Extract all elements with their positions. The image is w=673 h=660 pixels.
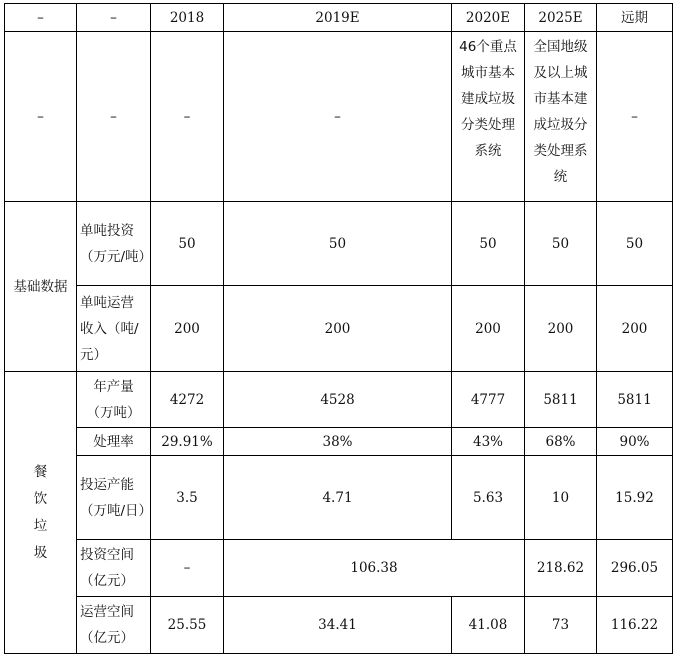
value-cell: 50 bbox=[525, 202, 597, 286]
value-cell: 5811 bbox=[597, 372, 673, 428]
value-cell: 41.08 bbox=[452, 597, 525, 654]
investment-space-row bbox=[5, 540, 673, 597]
data-table bbox=[4, 3, 673, 654]
value-cell: 200 bbox=[597, 286, 673, 372]
group-label-food-waste: 餐饮垃圾 bbox=[5, 372, 77, 654]
row-label: 投资空间（亿元） bbox=[77, 540, 151, 597]
row-label: 运营空间（亿元） bbox=[77, 597, 151, 654]
value-cell: 3.5 bbox=[151, 456, 224, 540]
goal-cell: – bbox=[77, 32, 151, 202]
value-cell: 43% bbox=[452, 428, 525, 456]
goal-cell: – bbox=[151, 32, 224, 202]
goal-cell: 46个重点城市基本建成垃圾分类处理系统 bbox=[452, 32, 525, 202]
value-cell: 50 bbox=[452, 202, 525, 286]
value-cell: 200 bbox=[525, 286, 597, 372]
value-cell: 34.41 bbox=[224, 597, 452, 654]
value-cell: 50 bbox=[597, 202, 673, 286]
row-label: 年产量（万吨） bbox=[77, 372, 151, 428]
treatment-rate-row bbox=[5, 428, 673, 456]
value-cell: 200 bbox=[151, 286, 224, 372]
row-label: 处理率 bbox=[77, 428, 151, 456]
header-row bbox=[5, 4, 673, 32]
value-cell: 73 bbox=[525, 597, 597, 654]
value-cell: 29.91% bbox=[151, 428, 224, 456]
value-cell: 4777 bbox=[452, 372, 525, 428]
value-cell: 5.63 bbox=[452, 456, 525, 540]
goal-cell: 全国地级及以上城市基本建成垃圾分类处理系统 bbox=[525, 32, 597, 202]
header-cell: – bbox=[5, 4, 77, 32]
value-cell: 116.22 bbox=[597, 597, 673, 654]
unit-investment-row bbox=[5, 202, 673, 286]
value-cell: 5811 bbox=[525, 372, 597, 428]
goal-cell: – bbox=[5, 32, 77, 202]
header-cell: 2025E bbox=[525, 4, 597, 32]
value-cell: 15.92 bbox=[597, 456, 673, 540]
header-cell: 2018 bbox=[151, 4, 224, 32]
value-cell: 68% bbox=[525, 428, 597, 456]
header-cell: 2020E bbox=[452, 4, 525, 32]
value-cell: 218.62 bbox=[525, 540, 597, 597]
value-cell: 10 bbox=[525, 456, 597, 540]
value-cell: 50 bbox=[151, 202, 224, 286]
header-cell: 2019E bbox=[224, 4, 452, 32]
group-label-basic: 基础数据 bbox=[5, 202, 77, 372]
value-cell: 4272 bbox=[151, 372, 224, 428]
value-cell: – bbox=[151, 540, 224, 597]
annual-output-row bbox=[5, 372, 673, 428]
unit-revenue-row bbox=[5, 286, 673, 372]
capacity-row bbox=[5, 456, 673, 540]
row-label: 投运产能（万吨/日） bbox=[77, 456, 151, 540]
header-cell: 远期 bbox=[597, 4, 673, 32]
value-cell: 4528 bbox=[224, 372, 452, 428]
value-cell: 4.71 bbox=[224, 456, 452, 540]
row-label: 单吨投资（万元/吨） bbox=[77, 202, 151, 286]
goal-cell: – bbox=[224, 32, 452, 202]
value-cell: 25.55 bbox=[151, 597, 224, 654]
value-cell: 90% bbox=[597, 428, 673, 456]
header-cell: – bbox=[77, 4, 151, 32]
goal-row bbox=[5, 32, 673, 202]
row-label: 单吨运营收入（吨/元） bbox=[77, 286, 151, 372]
value-cell: 38% bbox=[224, 428, 452, 456]
value-cell-merged: 106.38 bbox=[224, 540, 525, 597]
value-cell: 296.05 bbox=[597, 540, 673, 597]
value-cell: 200 bbox=[224, 286, 452, 372]
goal-cell: – bbox=[597, 32, 673, 202]
value-cell: 200 bbox=[452, 286, 525, 372]
value-cell: 50 bbox=[224, 202, 452, 286]
operation-space-row bbox=[5, 597, 673, 654]
